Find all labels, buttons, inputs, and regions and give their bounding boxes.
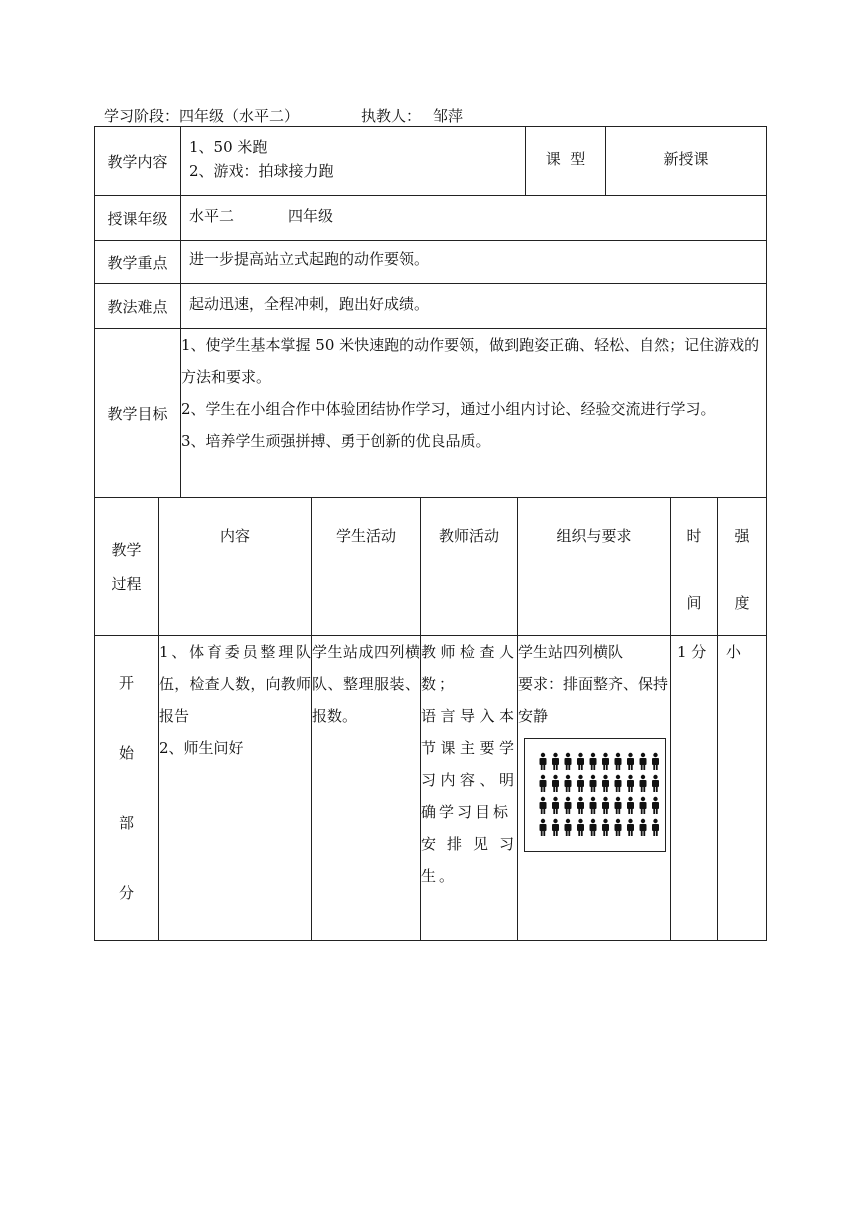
process-header-row (95, 498, 767, 636)
time-cell: 1 分 (671, 636, 718, 941)
content-cell (181, 127, 526, 196)
person-figure (540, 775, 547, 792)
person-figure (565, 797, 572, 814)
teacher-activity-cell (421, 636, 518, 941)
content-line: 2、游戏：拍球接力跑 (189, 162, 334, 180)
person-figure (577, 797, 584, 814)
row-difficulty (95, 284, 767, 329)
person-figure (627, 797, 634, 814)
grade-value: 四年级 (288, 207, 334, 225)
person-figure (652, 819, 659, 836)
content-line: 1、50 米跑 (189, 138, 268, 156)
goal-item: 3、培养学生顽强拼搏、勇于创新的优良品质。 (181, 432, 491, 450)
row-goals (95, 329, 767, 498)
person-figure (565, 775, 572, 792)
org-item: 要求：排面整齐、保持安静 (518, 675, 669, 725)
goal-item: 1、使学生基本掌握 50 米快速跑的动作要领，做到跑姿正确、轻松、自然；记住游戏的方法和要求。 (181, 336, 760, 386)
time-header: 时 间 (671, 498, 718, 636)
person-figure (652, 753, 659, 770)
goals-label: 教学目标 (95, 329, 181, 498)
person-figure (615, 797, 622, 814)
key-point-cell (181, 241, 767, 284)
person-figure (627, 753, 634, 770)
phase-char: 分 (118, 884, 134, 902)
person-figure (552, 797, 559, 814)
intensity-cell: 小 (718, 636, 767, 941)
formation-diagram (524, 738, 666, 852)
row-key-point (95, 241, 767, 284)
phase-char: 始 (118, 744, 134, 762)
person-figure (602, 753, 609, 770)
grade-level: 水平二 (189, 207, 235, 225)
person-figure (602, 819, 609, 836)
row-content (95, 127, 767, 196)
header-line (104, 105, 463, 126)
person-figure (640, 819, 647, 836)
person-figure (540, 819, 547, 836)
phase-char: 开 (118, 674, 134, 692)
teacher-activity-item: 语言导入本节课主要学习内容、明确学习目标 (421, 707, 517, 821)
person-figure (602, 775, 609, 792)
organization-cell (518, 636, 671, 941)
content-label: 教学内容 (95, 127, 181, 196)
difficulty-cell (181, 284, 767, 329)
person-figure (552, 819, 559, 836)
content-item: 1、体育委员整理队伍，检查人数，向教师报告 (159, 643, 311, 725)
key-point-label: 教学重点 (95, 241, 181, 284)
formation-figures (525, 739, 665, 851)
person-figure (590, 797, 597, 814)
person-figure (552, 775, 559, 792)
lesson-type-label: 课 型 (526, 127, 606, 196)
student-activity-text: 学生站成四列横队、整理服装、报数。 (312, 643, 420, 725)
teacher-activity-item: 教师检查人数； (421, 643, 517, 693)
person-figure (577, 775, 584, 792)
person-figure (540, 797, 547, 814)
org-item: 学生站四列横队 (518, 643, 624, 661)
person-figure (577, 753, 584, 770)
student-activity-cell (312, 636, 421, 941)
process-row-start (95, 636, 767, 941)
person-figure (590, 775, 597, 792)
person-figure (627, 819, 634, 836)
organization-header: 组织与要求 (518, 498, 671, 636)
student-activity-header: 学生活动 (312, 498, 421, 636)
phase-cell (95, 636, 159, 941)
person-figure (565, 819, 572, 836)
person-figure (627, 775, 634, 792)
goals-cell (181, 329, 767, 498)
intensity-header: 强 度 (718, 498, 767, 636)
person-figure (602, 797, 609, 814)
teacher-activity-item: 安排见习生。 (421, 835, 517, 885)
teacher-label: 执教人： (361, 107, 422, 125)
difficulty-label: 教法难点 (95, 284, 181, 329)
person-figure (615, 819, 622, 836)
person-figure (552, 753, 559, 770)
person-figure (615, 775, 622, 792)
lesson-info-table (94, 126, 767, 498)
content-header: 内容 (159, 498, 312, 636)
content-cell (159, 636, 312, 941)
key-point-value: 进一步提高站立式起跑的动作要领。 (189, 250, 430, 268)
person-figure (590, 819, 597, 836)
person-figure (652, 797, 659, 814)
grade-cell (181, 196, 767, 241)
teacher-activity-header: 教师活动 (421, 498, 518, 636)
difficulty-value: 起动迅速，全程冲刺，跑出好成绩。 (189, 295, 430, 313)
row-grade (95, 196, 767, 241)
person-figure (565, 753, 572, 770)
phase-char: 部 (118, 814, 134, 832)
goal-item: 2、学生在小组合作中体验团结协作学习，通过小组内讨论、经验交流进行学习。 (181, 400, 716, 418)
person-figure (577, 819, 584, 836)
person-figure (652, 775, 659, 792)
stage-label: 学习阶段：四年级（水平二） (104, 107, 300, 125)
lesson-type-value: 新授课 (606, 127, 767, 196)
person-figure (590, 753, 597, 770)
teacher-name: 邹萍 (433, 107, 464, 125)
process-table (94, 497, 767, 941)
person-figure (640, 797, 647, 814)
content-item: 2、师生问好 (159, 739, 244, 757)
person-figure (540, 753, 547, 770)
person-figure (640, 753, 647, 770)
phase-header: 教学 过程 (95, 498, 159, 636)
person-figure (640, 775, 647, 792)
grade-label: 授课年级 (95, 196, 181, 241)
person-figure (615, 753, 622, 770)
